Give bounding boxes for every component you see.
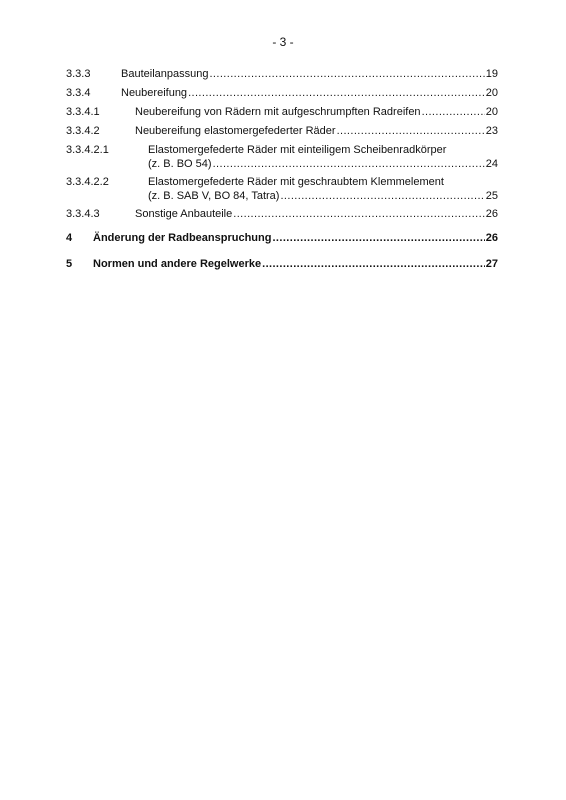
- toc-entry-title: Neubereifung elastomergefederter Räder: [135, 125, 336, 137]
- toc-entry-number: 3.3.4: [66, 87, 91, 99]
- toc-entry-page: 23: [485, 125, 498, 137]
- toc-entry-title-continued: (z. B. BO 54): [148, 158, 212, 170]
- toc-entry-title: Neubereifung von Rädern mit aufgeschrumpften Radreifen: [135, 106, 421, 118]
- toc-leader-dots: [422, 105, 485, 119]
- toc-entry-title: Bauteilanpassung: [121, 68, 209, 80]
- toc-entry-title: Sonstige Anbauteile: [135, 208, 233, 220]
- toc-entry-title: Normen und andere Regelwerke: [93, 258, 262, 270]
- toc-entry-number: 3.3.4.2.2: [66, 176, 109, 188]
- toc-entry-number: 4: [66, 232, 73, 244]
- toc-leader-dots: [213, 157, 485, 171]
- toc-entry-title: Elastomergefederte Räder mit einteiligem Scheibenradkörper: [148, 144, 447, 156]
- toc-entry-title: Änderung der Radbeanspruchung: [93, 232, 272, 244]
- toc-leader-dots: [337, 124, 485, 138]
- toc-entry-page: 25: [485, 190, 498, 202]
- toc-entry-page: 19: [485, 68, 498, 80]
- toc-entry-title: Elastomergefederte Räder mit geschraubtem Klemmelement: [148, 176, 444, 188]
- toc-entry-page: 24: [485, 158, 498, 170]
- toc-leader-dots: [262, 257, 485, 271]
- toc-entry-number: 3.3.3: [66, 68, 91, 80]
- toc-entry-number: 5: [66, 258, 73, 270]
- toc-entry-page: 27: [485, 258, 498, 270]
- toc-leader-dots: [272, 231, 484, 245]
- toc-leader-dots: [188, 86, 485, 100]
- toc-entry-page: 20: [485, 106, 498, 118]
- toc-entry-page: 20: [485, 87, 498, 99]
- toc-entry-number: 3.3.4.2: [66, 125, 100, 137]
- toc-entry-title-continued: (z. B. SAB V, BO 84, Tatra): [148, 190, 280, 202]
- toc-leader-dots: [233, 207, 485, 221]
- toc-entry-page: 26: [485, 232, 498, 244]
- toc-entry-number: 3.3.4.1: [66, 106, 100, 118]
- toc-leader-dots: [209, 67, 484, 81]
- toc-entry-number: 3.3.4.3: [66, 208, 100, 220]
- toc-leader-dots: [280, 189, 484, 203]
- toc-entry-page: 26: [485, 208, 498, 220]
- page-number: - 3 -: [272, 35, 294, 49]
- toc-entry-number: 3.3.4.2.1: [66, 144, 109, 156]
- toc-entry-title: Neubereifung: [121, 87, 188, 99]
